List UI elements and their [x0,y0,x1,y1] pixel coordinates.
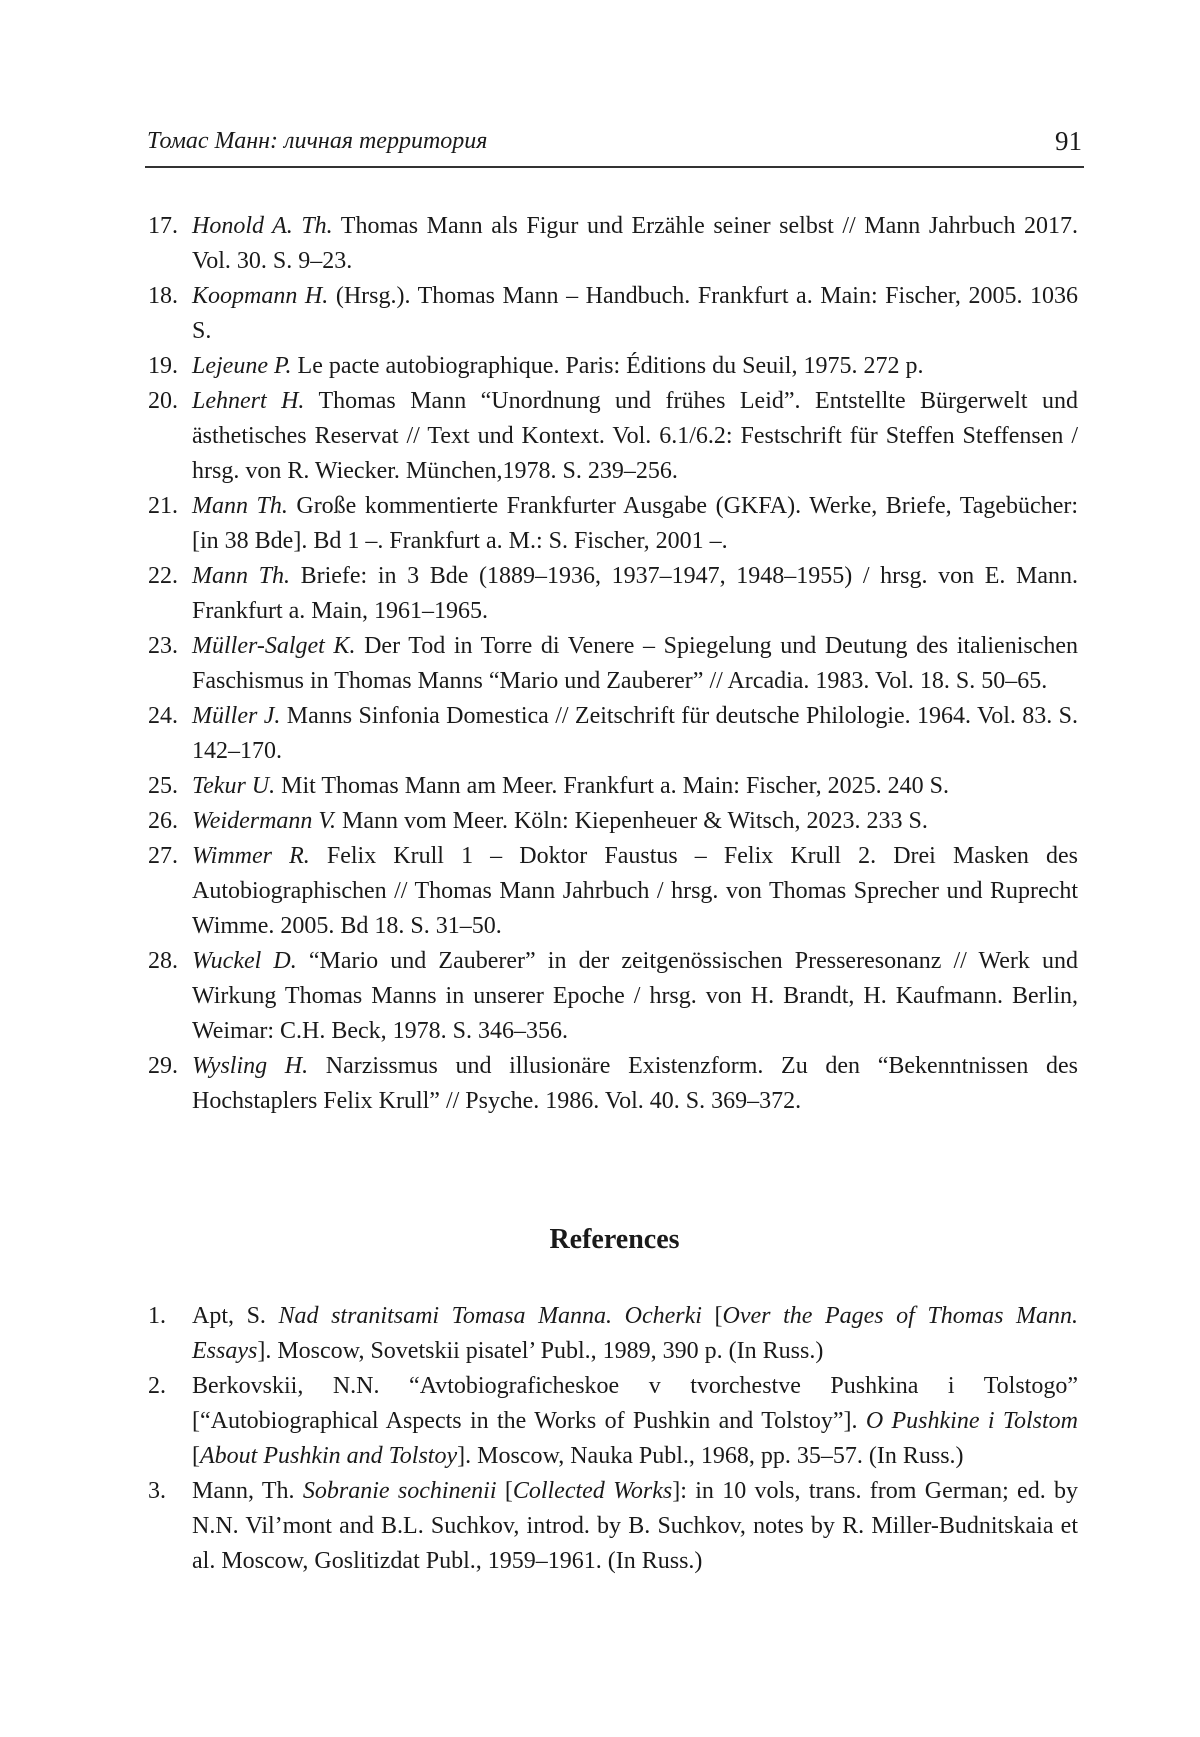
entry-text: Felix Krull 1 – Doktor Faustus – Felix Krull 2. Drei Masken des Autobiographischen // Thomas Mann Jahrbuch / hrsg. von Thomas Sprecher und Ruprecht Wimme. 2005. Bd 18. S. 31–50. [192,843,1079,939]
entry-number: 27. [148,843,178,869]
bib-entry-25 [145,769,1078,804]
bib-entry-29 [145,1049,1078,1119]
bib-entry-19 [145,349,1078,384]
entry-author: Honold A. Th. [192,213,333,239]
entry-author: Müller J. [192,703,281,729]
bib-entry-23 [145,629,1078,699]
entry-number: 28. [148,948,178,974]
entry-number: 23. [148,633,178,659]
ref-translation: Over the Pages of Thomas Mann. Essays [192,1303,1079,1364]
page-number: 91 [1055,126,1082,156]
bib-entry-24 [145,699,1078,769]
ref-bracket: [ [714,1303,723,1329]
entry-number: 1. [148,1303,166,1329]
ref-title: Sobranie sochinenii [302,1478,497,1504]
entry-author: Mann Th. [192,493,288,519]
ref-rest: ]. Moscow, Sovetskii pisatel’ Publ., 1989, 390 p. (In Russ.) [257,1338,824,1364]
entry-text: Thomas Mann “Unordnung und frühes Leid”. Entstellte Bürgerwelt und ästhetisches Reservat // Text und Kontext. Vol. 6.1/6.2: Festschrift für Steffen Steffensen / hrsg. von R. Wiecker. München,1978. S. 239–256. [192,388,1079,484]
references-heading: References [549,1224,680,1255]
entry-number: 21. [148,493,178,519]
ref-rest: ]. Moscow, Nauka Publ., 1968, pp. 35–57. (In Russ.) [457,1443,964,1469]
ref-entry-3 [145,1474,1078,1579]
entry-number: 20. [148,388,178,414]
ref-rest: ]: in 10 vols, trans. from German; ed. by N.N. Vil’mont and B.L. Suchkov, introd. by B. Suchkov, notes by R. Miller-Budnitskaia et al. Moscow, Goslitizdat Publ., 1959–1961. (In Russ.) [192,1478,1079,1574]
entry-author: Weidermann V. [192,808,336,834]
entry-number: 3. [148,1478,166,1504]
entry-number: 17. [148,213,178,239]
bib-entry-28 [145,944,1078,1049]
entry-text: (Hrsg.). Thomas Mann – Handbuch. Frankfurt a. Main: Fischer, 2005. 1036 S. [192,283,1079,344]
entry-text: “Mario und Zauberer” in der zeitgenössischen Presseresonanz // Werk und Wirkung Thomas Manns in unserer Epoche / hrsg. von H. Brandt, H. Kaufmann. Berlin, Weimar: C.H. Beck, 1978. S. 346–356. [192,948,1079,1044]
running-title: Томас Манн: личная территория [147,128,488,154]
entry-author: Tekur U. [192,773,276,799]
entry-text: Narzissmus und illusionäre Existenzform. Zu den “Bekenntnissen des Hochstaplers Felix Krull” // Psyche. 1986. Vol. 40. S. 369–372. [192,1053,1078,1114]
entry-number: 2. [148,1373,166,1399]
entry-author: Lejeune P. [192,353,292,379]
entry-text: Le pacte autobiographique. Paris: Éditions du Seuil, 1975. 272 p. [297,353,924,379]
entry-text: Mit Thomas Mann am Meer. Frankfurt a. Main: Fischer, 2025. 240 S. [281,773,949,799]
running-header [145,126,1084,168]
bib-entry-17 [145,209,1078,279]
ref-translation: Collected Works [512,1478,673,1504]
entry-text: Manns Sinfonia Domestica // Zeitschrift für deutsche Philologie. 1964. Vol. 83. S. 142–170. [192,703,1078,764]
ref-part: Berkovskii, N.N. “Avtobiograficheskoe v tvorchestve Pushkina i Tolstogo” [“Autobiographical Aspects in the Works of Pushkin and Tolstoy”]. [192,1373,1078,1434]
ref-entry-2 [145,1369,1078,1474]
entry-author: Koopmann H. [192,283,329,309]
bib-entry-22 [145,559,1078,629]
ref-bracket: [ [504,1478,513,1504]
bib-entry-20 [145,384,1078,489]
bib-entry-18 [145,279,1078,349]
entry-number: 18. [148,283,178,309]
entry-text: Große kommentierte Frankfurter Ausgabe (GKFA). Werke, Briefe, Tagebücher: [in 38 Bde]. Bd 1 –. Frankfurt a. M.: S. Fischer, 2001 –. [192,493,1079,554]
bib-entry-21 [145,489,1078,559]
entry-text: Mann vom Meer. Köln: Kiepenheuer & Witsch, 2023. 233 S. [342,808,928,834]
entry-author: Wuckel D. [192,948,297,974]
entry-author: Müller-Salget K. [192,633,356,659]
ref-translation: About Pushkin and Tolstoy [200,1443,458,1469]
entry-text: Der Tod in Torre di Venere – Spiegelung und Deutung des italienischen Faschismus in Thomas Manns “Mario und Zauberer” // Arcadia. 1983. Vol. 18. S. 50–65. [192,633,1079,694]
entry-author: Mann Th. [192,563,290,589]
entry-number: 22. [148,563,178,589]
entry-author: Wimmer R. [192,843,310,869]
ref-entry-1 [145,1299,1078,1369]
entry-number: 19. [148,353,178,379]
ref-title: O Pushkine i Tolstom [865,1408,1078,1434]
ref-part: Apt, S. [192,1303,266,1329]
bib-entry-26 [145,804,1078,839]
ref-part: Mann, Th. [192,1478,295,1504]
entry-number: 24. [148,703,178,729]
entry-number: 25. [148,773,178,799]
entry-number: 29. [148,1053,178,1079]
entry-number: 26. [148,808,178,834]
entry-text: Briefe: in 3 Bde (1889–1936, 1937–1947, 1948–1955) / hrsg. von E. Mann. Frankfurt a. Main, 1961–1965. [192,563,1079,624]
bibliography-list [145,209,1078,1119]
references-list [145,1299,1078,1579]
entry-author: Wysling H. [192,1053,309,1079]
ref-title: Nad stranitsami Tomasa Manna. Ocherki [278,1303,702,1329]
entry-author: Lehnert H. [192,388,305,414]
ref-bracket: [ [192,1443,200,1469]
entry-text: Thomas Mann als Figur und Erzähle seiner selbst // Mann Jahrbuch 2017. Vol. 30. S. 9–23. [192,213,1078,274]
bib-entry-27 [145,839,1078,944]
